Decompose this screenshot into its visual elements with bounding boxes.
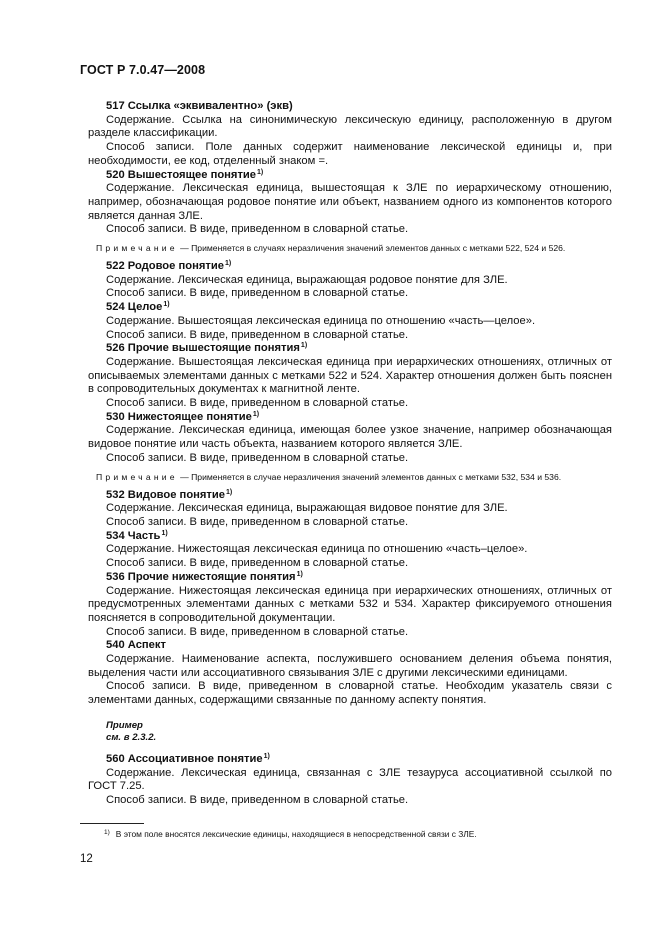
example-block — [88, 720, 612, 745]
entry-title-522: 522 Родовое понятие$^{1)}$ — [106, 260, 232, 273]
entry-content-536: Содержание. Нижестоящая лексическая единица при иерархических отношениях, отличных от предусмотренных элементами данных с метками 532 и 534. Характер фиксируемого отношения поясняется в сопроводительной документации. — [88, 584, 612, 624]
note-text: — Применяется в случаях неразличения значений элементов данных с метками 522, 524 и 526. — [180, 243, 566, 254]
entry-content-522: Содержание. Лексическая единица, выражающая родовое понятие для ЗЛЕ. — [106, 273, 508, 286]
note-520 — [88, 240, 612, 257]
entry-title-524: 524 Целое$^{1)}$ — [106, 301, 170, 314]
footnote-ref: 1) — [257, 168, 264, 176]
footnote — [104, 829, 477, 840]
entry-title-540: 540 Аспект — [106, 639, 166, 652]
note-text: — Применяется в случае неразличения значений элементов данных с метками 532, 534 и 536. — [180, 471, 562, 482]
entry-title-526: 526 Прочие вышестоящие понятия$^{1)}$ — [106, 342, 308, 355]
entry-content-520: Содержание. Лексическая единица, вышестоящая к ЗЛЕ по иерархическому отношению, например, обозначающая родовое понятие или объект, названием одного из компонентов которого является данная ЗЛЕ. — [88, 182, 612, 222]
footnote-text: В этом поле вносятся лексические единицы, находящиеся в непосредственной связи с ЗЛЕ. — [115, 829, 477, 839]
entry-method-520: Способ записи. В виде, приведенном в словарной статье. — [106, 223, 409, 236]
entry-title-517: 517 Ссылка «эквивалентно» (экв) — [106, 100, 293, 112]
document-header: ГОСТ Р 7.0.47—2008 — [80, 63, 206, 77]
example-text: см. в 2.3.2. — [106, 732, 157, 744]
page-number: 12 — [80, 853, 93, 865]
footnote-ref: 1) — [300, 342, 308, 350]
entry-method-530: Способ записи. В виде, приведенном в словарной статье. — [106, 451, 409, 464]
entry-content-530: Содержание. Лексическая единица, имеющая более узкое значение, например обозначающая видовое понятие или часть объекта, названием которого является ЗЛЕ. — [88, 424, 612, 451]
footnote-divider — [80, 823, 144, 824]
document-body — [88, 100, 612, 808]
entry-content-517: Содержание. Ссылка на синонимическую лексическую единицу, расположенную в другом разделе классификации. — [88, 113, 612, 140]
footnote-ref: 1) — [252, 410, 260, 418]
entry-method-517: Способ записи. Поле данных содержит наименование лексической единицы и, при необходимости, ее код, отделенный знаком =. — [88, 141, 612, 167]
entry-title-534: 534 Часть$^{1)}$ — [106, 529, 168, 542]
entry-title-536: 536 Прочие нижестоящие понятия$^{1)}$ — [106, 570, 303, 583]
entry-title-530: 530 Нижестоящее понятие$^{1)}$ — [106, 410, 260, 423]
entry-method-522: Способ записи. В виде, приведенном в словарной статье. — [106, 287, 409, 300]
footnote-ref: 1) — [163, 301, 170, 309]
entry-content-524: Содержание. Вышестоящая лексическая единица по отношению «часть—целое». — [106, 314, 536, 327]
entry-method-524: Способ записи. В виде, приведенном в словарной статье. — [106, 328, 409, 341]
entry-content-534: Содержание. Нижестоящая лексическая единица по отношению «часть–целое». — [106, 543, 528, 556]
entry-method-532: Способ записи. В виде, приведенном в словарной статье. — [106, 515, 409, 528]
entry-title-532: 532 Видовое понятие$^{1)}$ — [106, 488, 233, 501]
footnote-ref: 1) — [226, 488, 233, 496]
footnote-ref: 1) — [263, 752, 270, 760]
entry-content-532: Содержание. Лексическая единица, выражающая видовое понятие для ЗЛЕ. — [106, 502, 508, 515]
note-530 — [88, 469, 612, 486]
entry-method-536: Способ записи. В виде, приведенном в словарной статье. — [106, 625, 409, 638]
entry-method-560: Способ записи. В виде, приведенном в словарной статье. — [106, 793, 409, 806]
entry-content-560: Содержание. Лексическая единица, связанная с ЗЛЕ тезауруса ассоциативной ссылкой по ГОСТ 7.25. — [88, 766, 612, 793]
entry-title-560: 560 Ассоциативное понятие$^{1)}$ — [106, 752, 270, 765]
footnote-ref: 1) — [161, 529, 168, 537]
footnote-mark: 1) — [104, 829, 110, 836]
example-label: Пример — [106, 719, 143, 731]
footnote-ref: 1) — [296, 570, 303, 578]
entry-content-540: Содержание. Наименование аспекта, послужившего основанием деления объема понятия, выделения части или ассоциативного связывания ЗЛЕ с другими лексическими единицами. — [88, 653, 612, 679]
entry-content-526: Содержание. Вышестоящая лексическая единица при иерархических отношениях, отличных от описываемых элементами данных с метками 522 и 524. Характер отношения должен быть пояснен в сопроводительных документах к магнитной ленте. — [88, 355, 612, 396]
note-label: Примечание — [96, 471, 178, 482]
entry-method-526: Способ записи. В виде, приведенном в словарной статье. — [106, 397, 409, 410]
note-label: Примечание — [96, 243, 178, 254]
footnote-ref: 1) — [224, 260, 232, 268]
entry-method-540: Способ записи. В виде, приведенном в словарной статье. Необходим указатель связи с элементами данных, содержащими связанные по данному аспекту понятия. — [88, 680, 612, 707]
entry-method-534: Способ записи. В виде, приведенном в словарной статье. — [106, 557, 409, 570]
entry-title-520: 520 Вышестоящее понятие$^{1)}$ — [106, 168, 264, 181]
